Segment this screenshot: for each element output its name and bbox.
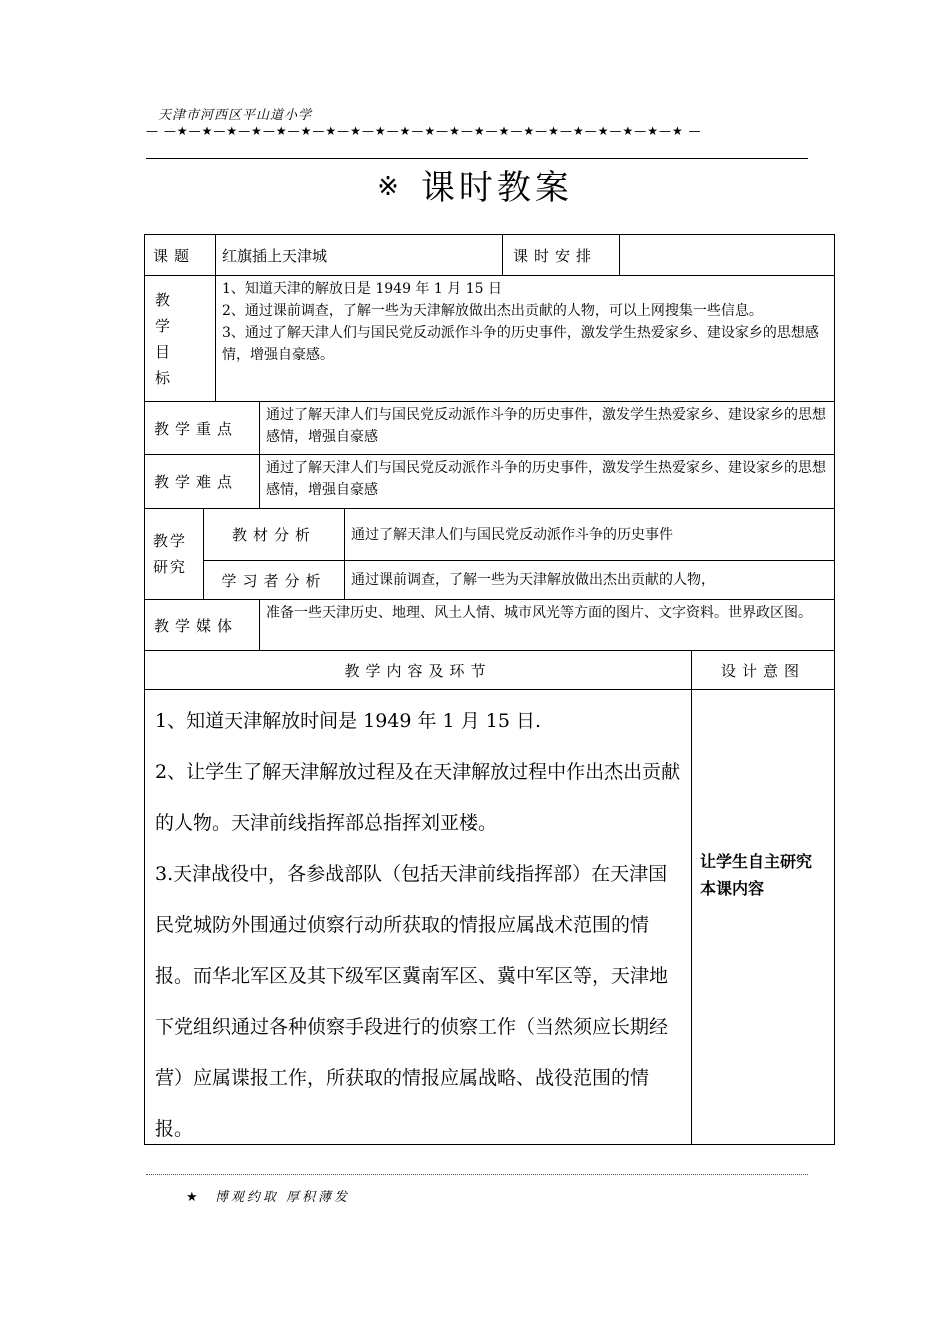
footer-motto	[186, 1186, 350, 1205]
star-divider: — —★—★—★—★—★—★—★—★—★—★—★—★—★—★—★—★—★—★—★—★—★ —	[146, 124, 702, 138]
design-intent: 让学生自主研究本课内容	[691, 689, 835, 1145]
goal-item: 2、通过课前调查，了解一些为天津解放做出杰出贡献的人物，可以上网搜集一些信息。	[222, 303, 763, 319]
schedule-value	[619, 234, 835, 276]
title-text: 课时教案	[420, 168, 573, 208]
topic-value: 红旗插上天津城	[215, 234, 503, 276]
learner-analysis-label: 学习者分析	[203, 560, 345, 600]
research-label: 教学研究	[144, 508, 204, 600]
media-label: 教学媒体	[144, 599, 260, 651]
goal-item: 1、知道天津的解放日是 1949 年 1 月 15 日	[222, 281, 502, 297]
footer-rule	[146, 1174, 808, 1183]
learner-analysis-value: 通过课前调查，了解一些为天津解放做出杰出贡献的人物，	[344, 560, 835, 600]
document-title	[0, 160, 950, 209]
lesson-content	[144, 689, 692, 1145]
content-header: 教学内容及环节	[144, 650, 692, 690]
key-point-label: 教学重点	[144, 401, 260, 455]
goals-list	[215, 275, 835, 402]
material-analysis-value: 通过了解天津人们与国民党反动派作斗争的历史事件	[344, 508, 835, 561]
schedule-label: 课时安排	[502, 234, 620, 276]
design-header: 设计意图	[691, 650, 835, 690]
goals-label: 教 学 目 标	[144, 275, 216, 402]
star-icon: ★	[186, 1190, 201, 1205]
difficulty-label: 教学难点	[144, 454, 260, 509]
material-analysis-label: 教材分析	[203, 508, 345, 561]
topic-label: 课题	[144, 234, 216, 276]
difficulty-value: 通过了解天津人们与国民党反动派作斗争的历史事件，激发学生热爱家乡、建设家乡的思想感情，增强自豪感	[259, 454, 835, 509]
reference-mark-icon: ※	[377, 172, 403, 202]
key-point-value: 通过了解天津人们与国民党反动派作斗争的历史事件，激发学生热爱家乡、建设家乡的思想感情，增强自豪感	[259, 401, 835, 455]
content-paragraph: 3.天津战役中，各参战部队（包括天津前线指挥部）在天津国民党城防外围通过侦察行动所获取的情报应属战术范围的情报。而华北军区及其下级军区冀南军区、冀中军区等，天津地下党组织通过各种侦察手段进行的侦察工作（当然须应长期经营）应属谍报工作，所获取的情报应属战略、战役范围的情报。	[155, 863, 669, 1140]
school-name: 天津市河西区平山道小学	[158, 108, 313, 123]
motto-text: 博观约取 厚积薄发	[214, 1190, 351, 1205]
goal-item: 3、通过了解天津人们与国民党反动派作斗争的历史事件，激发学生热爱家乡、建设家乡的思想感情，增强自豪感。	[222, 325, 819, 363]
header-rule	[146, 158, 808, 159]
content-paragraph: 2、让学生了解天津解放过程及在天津解放过程中作出杰出贡献的人物。天津前线指挥部总指挥刘亚楼。	[155, 761, 681, 834]
media-value: 准备一些天津历史、地理、风土人情、城市风光等方面的图片、文字资料。世界政区图。	[259, 599, 835, 651]
content-paragraph: 1、知道天津解放时间是 1949 年 1 月 15 日.	[155, 710, 541, 732]
